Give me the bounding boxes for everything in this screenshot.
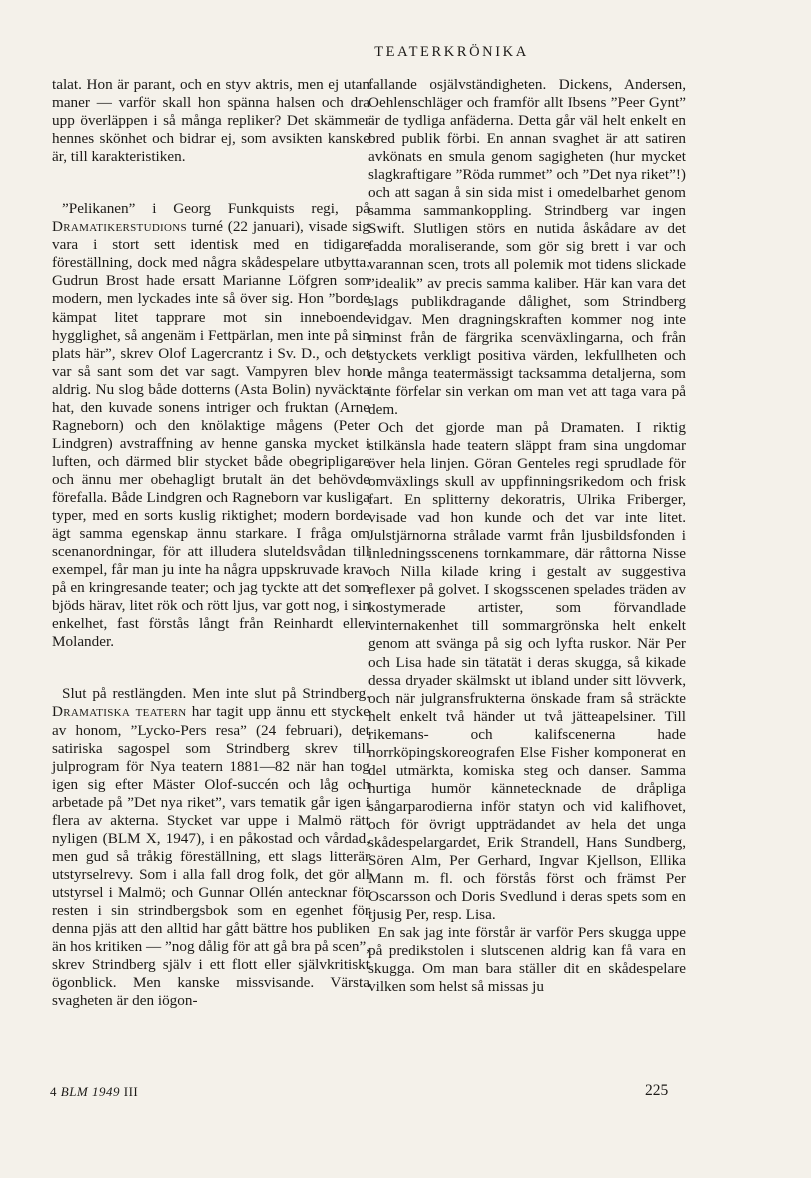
- company-name-dramatikerstudion: Dramatikerstudions: [52, 218, 187, 236]
- footer-signature: [50, 1084, 138, 1100]
- running-title: TEATERKRÖNIKA: [374, 44, 529, 60]
- paragraph-right-3: En sak jag inte förstår är varför Pers skugga uppe på predikstolen i slutscenen aldrig kan få vara en skugga. Om man bara ställer dit en skådespelare vilken som helst så missas ju: [368, 924, 686, 996]
- signature-mark: 4: [50, 1084, 57, 1099]
- paragraph-left-2-start: ”Pelikanen” i Georg Funkquists regi, på: [62, 200, 370, 218]
- company-name-dramatiska-teatern: Dramatiska teatern: [52, 703, 187, 721]
- paragraph-left-2: [52, 200, 370, 651]
- paragraph-left-3-start: Slut på restlängden. Men inte slut på Strindberg.: [62, 685, 370, 703]
- paragraph-right-1: fallande osjälvständigheten. Dickens, Andersen, Oehlenschläger och framför allt Ibsens ”Peer Gynt” är de tydliga anfäderna. Detta går väl helt enkelt en bred publik förbi. En annan svaghet är att satiren avkönats en smula genom sagigheten (hur mycket slagkraftigare ”Röda rummet” och ”Det nya riket”!) och att sagan å sin sida mist i omedelbarhet genom samma sammankoppling. Strindberg var ingen Swift. Slutligen störs en nutida åskådare av det fadda moraliserande, som gör sig brett i var och varannan scen, trots all polemik mot tidens slickade ”idealik” av precis samma kaliber. Här kan vara det slags publikdragande dålighet, som Strindberg vidgav. Men dragningskraften kommer nog inte minst från de färgrika scenväxlingarna, och från styckets verkligt positiva värden, lekfullheten och de många teatermässigt tacksamma detaljerna, som inte förfelar sin verkan om man vet att taga vara på dem.: [368, 76, 686, 418]
- page-number: 225: [645, 1082, 669, 1099]
- paragraph-left-1: talat. Hon är parant, och en styv aktris, men ej utan maner — varför skall hon spänna halsen och dra upp överläppen i så många repliker? Det skämmer hennes skönhet och bidrar ej, som avsikten kanske är, till karakteristiken.: [52, 76, 370, 166]
- running-header: [0, 44, 811, 61]
- paragraph-left-3: [52, 685, 370, 1010]
- issue-number: III: [123, 1084, 139, 1099]
- paragraph-left-3-rest: har tagit upp ännu ett stycke av honom, ”Lycko-Pers resa” (24 februari), det satiriska sagospel som Strindberg skrev till julprogram för Nya teatern 1881—82 när han tog igen sig efter Mäster Olof-succén och låg och arbetade på ”Det nya riket”, vars tematik går igen i flera av akterna. Stycket var uppe i Malmö rätt nyligen (BLM X, 1947), i en påkostad och vårdad, men gud så tråkig föreställning, ett slags litterär utstyrselrevy. Som i alla fall drog folk, det gör all utstyrsel i Malmö; och Gunnar Ollén antecknar för resten i sin strindbergsbok som en egenhet för denna pjäs att den alltid har gått bättre hos publiken än hos kritiken — ”nog dålig för att gå bra på scen”, skrev Strindberg själv i ett flott eller självkritiskt ögonblick. Men kanske missvisande. Värsta svagheten är den iögon-: [52, 703, 370, 1010]
- journal-name: BLM 1949: [60, 1084, 120, 1099]
- paragraph-right-2: Och det gjorde man på Dramaten. I riktig stilkänsla hade teatern släppt fram sina ungdomar över hela linjen. Göran Genteles regi sprudlade för omväxlings skull av uppfinningsrikedom och frisk fart. En splitterny dekoratris, Ulrika Friberger, visade vad hon kunde och det var inte litet. Julstjärnorna strålade varmt från ljusbildsfonden i inledningsscenens tornkammare, där råttorna Nisse och Nilla kilade kring i gestalt av suggestiva reflexer på golvet. I skogsscenen spelades träden av kostymerade artister, som förvandlade vinternakenhet till sommargrönska helt enkelt genom att svänga på sig och lyfta ruskor. När Per och Lisa hade sin tätatät i deras skugga, så kikade dessa dryader skälmskt ut ibland under sitt lövverk, och när julgransfrukterna önskade fram så sträckte helt enkelt två händer ut två jätteapelsiner. Till rikemans- och kalifscenerna hade norrköpingskoreografen Else Fisher komponerat en del utmärkta, komiska steg och danser. Samma hurtiga humör kännetecknade de dråpliga sångarparodierna inför statyn och vid kalifhovet, och för övrigt uppträdandet av hela det unga skådespelargardet, Erik Strandell, Hans Sundberg, Sören Alm, Per Gerhard, Ingvar Kjellson, Ellika Mann m. fl. och förstås först och främst Per Oscarsson och Doris Svedlund i deras spets som en tjusig Per, resp. Lisa.: [368, 418, 686, 924]
- paragraph-left-2-rest: turné (22 januari), visade sig vara i stort sett identisk med en tidigare föreställning, dock med några skådespelare utbytta. Gudrun Brost hade ersatt Marianne Löfgren som modern, men lyckades inte så över sig. Hon ”borde kämpat litet tapprare mot sin inneboende hygglighet, så angenäm i Fettpärlan, men inte på sin plats här”, skrev Olof Lagercrantz i Sv. D., och det var så sant som det var sagt. Vampyren blev hon aldrig. Nu slog både dotterns (Asta Bolin) nyväckta hat, den kuvade sonens intriger och fruktan (Arne Ragneborn) och den knölaktige mågens (Peter Lindgren) avstraffning av henne ganska mycket i luften, och därmed blir stycket både obegripligare och ännu mer obehagligt brutalt än det behövde förefalla. Både Lindgren och Ragneborn var kusliga typer, med en sorts kuslig riktighet; modern borde ägt samma egenskap ännu starkare. I fråga om scenanordningar, för att illudera sluteldsvådan till exempel, får man ju inte ha några uppskruvade krav på en kringresande teater; och jag tyckte att det som bjöds härav, litet rök och rött ljus, var gott nog, i sin enkelhet, fast förstås långt från Reinhardt eller Molander.: [52, 218, 370, 651]
- left-column: [52, 76, 370, 1010]
- right-column: [368, 76, 686, 996]
